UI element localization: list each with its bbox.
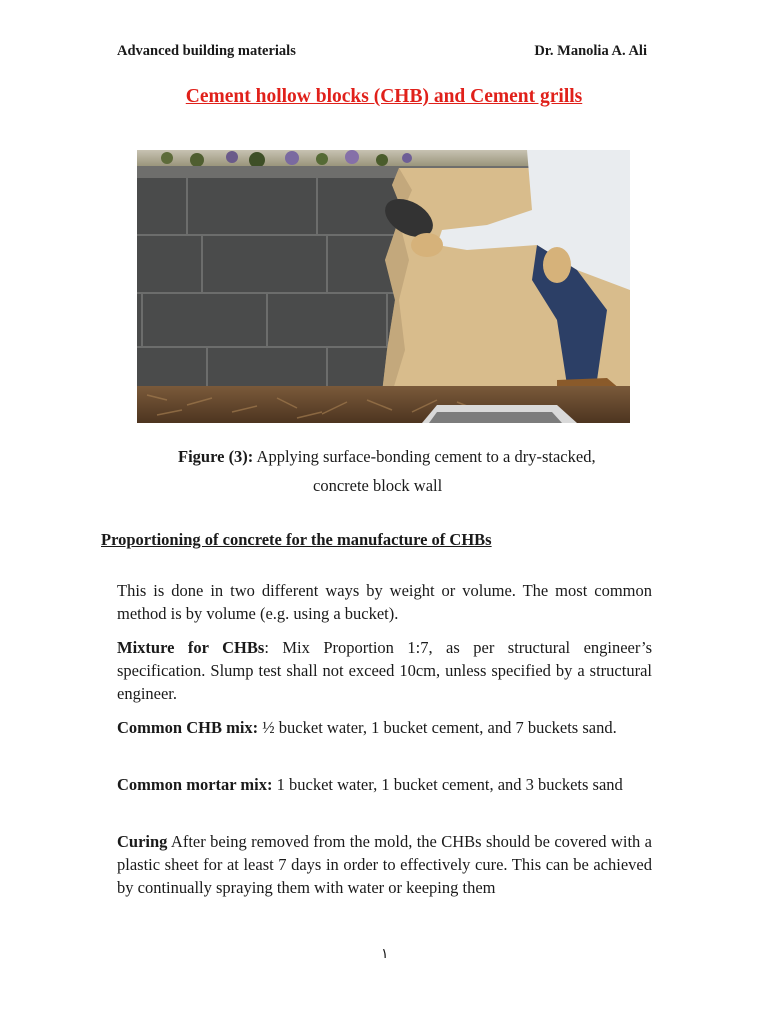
paragraph-curing-label: Curing <box>117 832 168 851</box>
wall-photo-illustration <box>137 150 630 423</box>
paragraph-mixture-text: : Mix Proportion 1:7, as per structural engineer’s specification. Slump test shall not exceed 10cm, unless specified by a structural engineer. <box>117 638 652 703</box>
page-title: Cement hollow blocks (CHB) and Cement grills <box>185 86 583 107</box>
figure-caption-text: Applying surface-bonding cement to a dry-stacked, <box>253 447 596 466</box>
figure-caption-line2: concrete block wall <box>313 476 443 495</box>
paragraph-curing-text: After being removed from the mold, the CHBs should be covered with a plastic sheet for at least 7 days in order to effectively cure. This can be achieved by continually spraying them with water or keeping them <box>117 832 652 897</box>
paragraph-mortar-mix <box>117 773 652 796</box>
section-heading: Proportioning of concrete for the manufacture of CHBs <box>101 530 492 549</box>
paragraph-chb-mix-text: ½ bucket water, 1 bucket cement, and 7 buckets sand. <box>258 718 617 737</box>
figure-caption-label: Figure (3): <box>178 447 254 466</box>
header-author: Dr. Manolia A. Ali <box>534 43 647 59</box>
paragraph-mixture <box>117 636 652 705</box>
paragraph-methods: This is done in two different ways by weight or volume. The most common method is by volume (e.g. using a bucket). <box>117 581 652 623</box>
paragraph-mortar-mix-label: Common mortar mix: <box>117 775 273 794</box>
paragraph-curing <box>117 830 652 899</box>
paragraph-chb-mix-label: Common CHB mix: <box>117 718 259 737</box>
paragraph-mixture-label: Mixture for CHBs <box>117 638 265 657</box>
figure-photo <box>137 150 630 423</box>
page-number: ١ <box>381 947 389 962</box>
paragraph-mortar-mix-text: 1 bucket water, 1 bucket cement, and 3 buckets sand <box>272 775 623 794</box>
paragraph-chb-mix <box>117 716 652 739</box>
figure-caption-line1 <box>178 447 596 467</box>
header-course-title: Advanced building materials <box>117 43 296 59</box>
